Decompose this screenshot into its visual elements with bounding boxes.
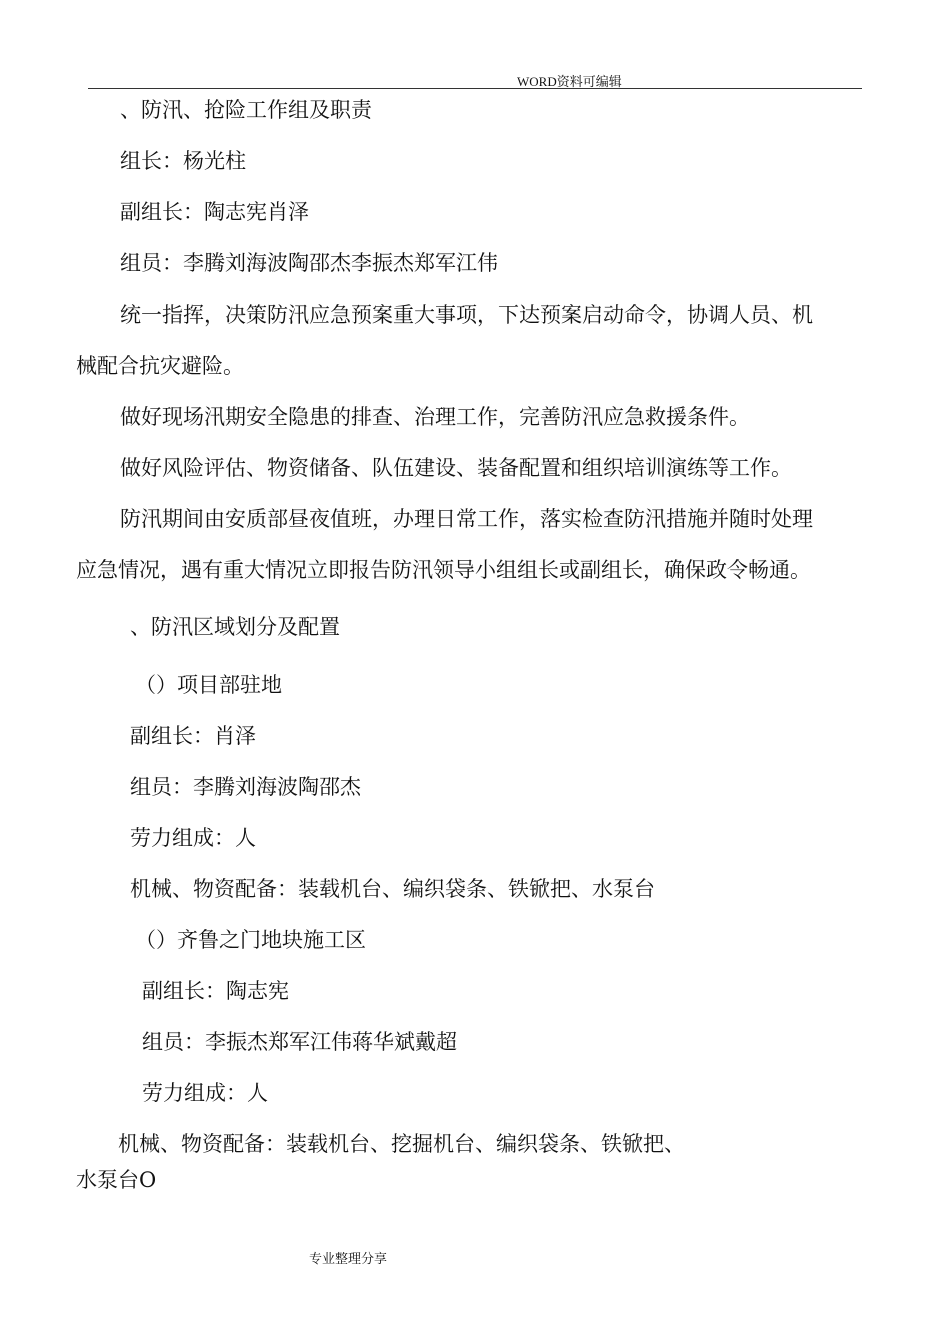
leader-line: 组长：杨光柱: [120, 149, 246, 173]
duty1-line1: 统一指挥，决策防汛应急预案重大事项，下达预案启动命令，协调人员、机: [120, 303, 813, 327]
area2-labor: 劳力组成：人: [142, 1081, 268, 1105]
area1-deputy: 副组长：肖泽: [130, 724, 256, 748]
duty4-line1: 防汛期间由安质部昼夜值班，办理日常工作，落实检查防汛措施并随时处理: [120, 507, 813, 531]
area2-deputy: 副组长：陶志宪: [142, 979, 289, 1003]
duty4-line2: 应急情况，遇有重大情况立即报告防汛领导小组组长或副组长，确保政令畅通。: [76, 558, 811, 582]
area1-equipment: 机械、物资配备：装载机台、编织袋条、铁锨把、水泵台: [130, 877, 655, 901]
area1-members: 组员：李腾刘海波陶邵杰: [130, 775, 361, 799]
section1-title: 、防汛、抢险工作组及职责: [120, 98, 372, 122]
header-rule: [88, 88, 862, 89]
section2-title: 、防汛区域划分及配置: [130, 615, 340, 639]
page-footer: 专业整理分享: [309, 1252, 388, 1267]
area2-equipment-line1: 机械、物资配备：装载机台、挖掘机台、编织袋条、铁锨把、: [118, 1132, 685, 1156]
duty3-line: 做好风险评估、物资储备、队伍建设、装备配置和组织培训演练等工作。: [120, 456, 792, 480]
header-text: WORD资料可编辑: [517, 74, 622, 89]
members-line: 组员：李腾刘海波陶邵杰李振杰郑军江伟: [120, 251, 498, 275]
area2-equipment-line2: 水泵台O: [76, 1168, 157, 1192]
area1-title: （）项目部驻地: [135, 673, 282, 697]
deputy-leader-line: 副组长：陶志宪肖泽: [120, 200, 309, 224]
area2-title: （）齐鲁之门地块施工区: [135, 928, 366, 952]
area2-members: 组员：李振杰郑军江伟蒋华斌戴超: [142, 1030, 457, 1054]
area1-labor: 劳力组成：人: [130, 826, 256, 850]
duty1-line2: 械配合抗灾避险。: [76, 354, 244, 378]
duty2-line: 做好现场汛期安全隐患的排查、治理工作，完善防汛应急救援条件。: [120, 405, 750, 429]
